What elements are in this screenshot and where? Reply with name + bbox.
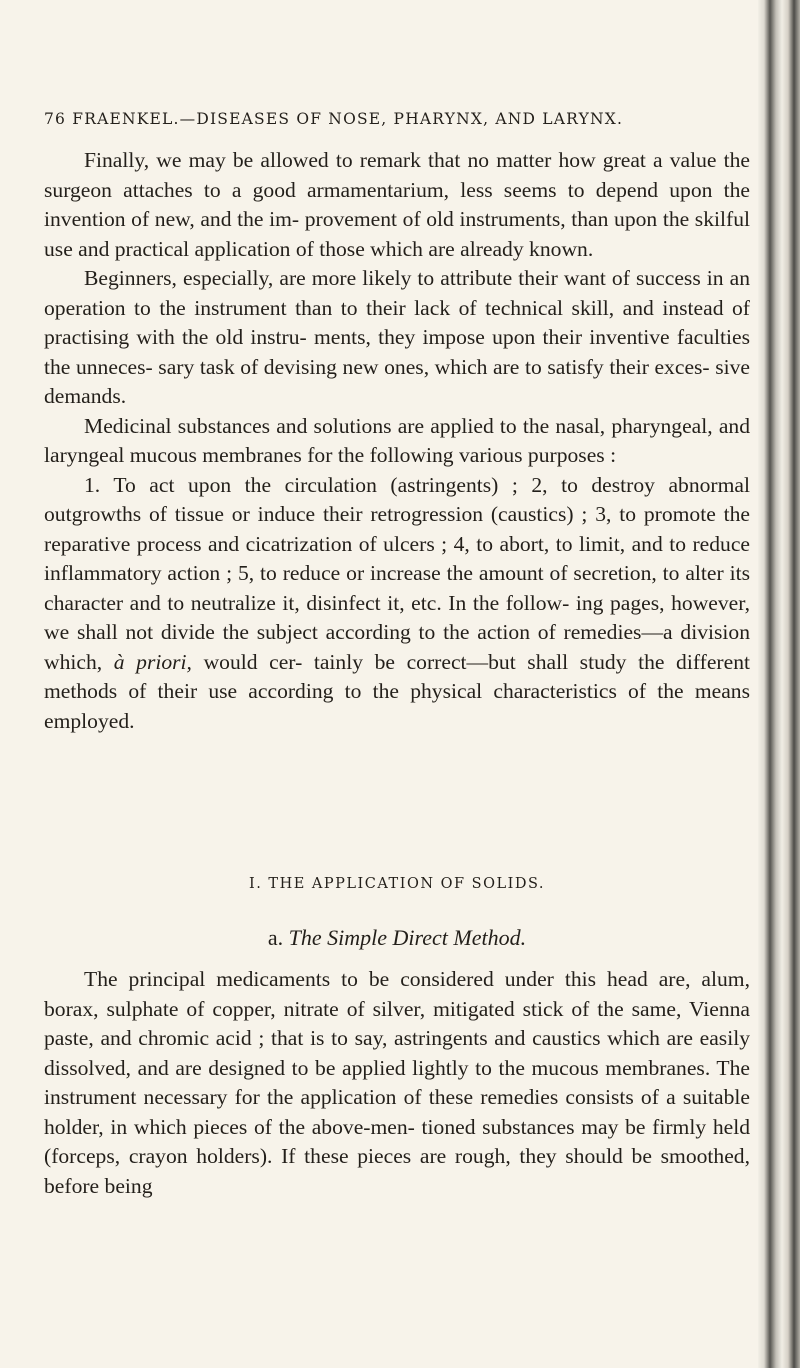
enumeration-text-b: would cer- tainly be correct—but shall study the different methods of their use according to the physical characteristics of the means employed.	[44, 649, 750, 733]
enumeration-text-a: 1. To act upon the circulation (astringents) ; 2, to destroy abnormal outgrowths of tissue or induce their retrogression (caustics) ; 3, to promote the reparative process and cicatrization of ulcers ; 4, to abort, to limit, and to reduce inflammatory action ; 5, to reduce or increase the amount of secretion, to alter its character and to neutralize it, disinfect it, etc. In the follow- ing pages, however, we shall not divide the subject according to the action of remedies—a division which,	[44, 472, 750, 674]
paragraph: Beginners, especially, are more likely to attribute their want of success in an operation to the instrument than to their lack of technical skill, and instead of practising with the old instru- ments, they impose upon their inventive faculties the unneces- sary task of devising new ones, which are to satisfy their exces- sive demands.	[44, 266, 750, 408]
paragraph: The principal medicaments to be considered under this head are, alum, borax, sulphate of copper, nitrate of silver, mitigated stick of the same, Vienna paste, and chromic acid ; that is to say, astringents and caustics which are easily dissolved, and are designed to be applied lightly to the mucous membranes. The instrument necessary for the application of these remedies consists of a suitable holder, in which pieces of the above-men- tioned substances may be firmly held (forceps, crayon holders). If these pieces are rough, they should be smoothed, before being	[44, 967, 750, 1198]
enumeration-paragraph	[44, 471, 750, 737]
subsection-title: The Simple Direct Method.	[288, 925, 527, 950]
section-text	[44, 965, 750, 1201]
subsection-prefix: a.	[267, 925, 284, 950]
page-edge	[758, 0, 800, 1368]
main-text	[44, 146, 750, 736]
paragraph: Finally, we may be allowed to remark that no matter how great a value the surgeon attaches to a good armamentarium, less seems to depend upon the invention of new, and the im- provement of old instruments, than upon the skilful use and practical application of those which are already known.	[44, 148, 750, 261]
running-head: 76 FRAENKEL.—DISEASES OF NOSE, PHARYNX, AND LARYNX.	[44, 110, 624, 128]
subsection-heading	[44, 925, 750, 951]
section-heading: I. THE APPLICATION OF SOLIDS.	[248, 876, 546, 892]
enumeration-italic: à priori,	[113, 649, 192, 674]
paragraph: Medicinal substances and solutions are applied to the nasal, pharyngeal, and laryngeal mucous membranes for the following various purposes :	[44, 413, 750, 467]
